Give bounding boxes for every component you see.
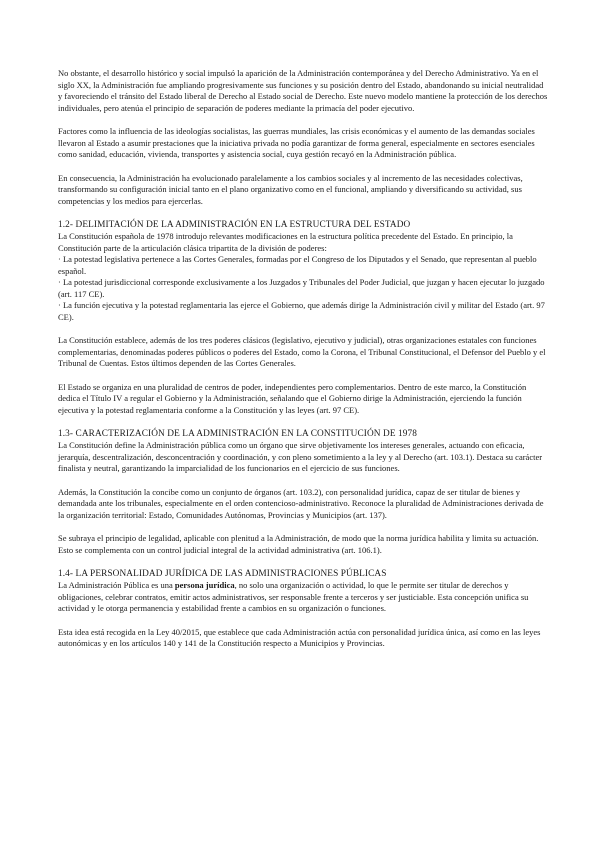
powers-list [58,254,548,323]
intro-paragraph-2: Factores como la influencia de las ideologías socialistas, las guerras mundiales, las crisis económicas y el aumento de las demandas sociales llevaron al Estado a asumir prestaciones que la iniciativa privada no podía garantizar de forma general, especialmente en sectores esenciales como sanidad, educación, vivienda, transportes y asistencia social, cuya gestión recayó en la Administración pública. [58,126,535,159]
paragraph-text: La Administración Pública es una [58,580,175,590]
section-1-3-paragraph-1: La Constitución define la Administración pública como un órgano que sirve objetivamente los intereses generales, actuando con eficacia, jerarquía, descentralización, desconcentración y coordinación, y con pleno sometimiento a la ley y al Derecho (art. 103.1). Destaca su carácter finalista y neutral, garantizando la imparcialidad de los funcionarios en el ejercicio de sus funciones. [58,440,543,473]
intro-paragraph-1: No obstante, el desarrollo histórico y social impulsó la aparición de la Administración contemporánea y del Derecho Administrativo. Ya en el siglo XX, la Administración fue ampliando progresivamente sus funciones y su posición dentro del Estado, abandonando su inicial neutralidad y favoreciendo el tránsito del Estado liberal de Derecho al Estado social de Derecho. Este nuevo modelo mantiene la protección de los derechos individuales, pero atenúa el principio de separación de poderes mediante la primacía del poder ejecutivo. [58,68,548,113]
section-1-3-heading: 1.3- CARACTERIZACIÓN DE LA ADMINISTRACIÓN EN LA CONSTITUCIÓN DE 1978 [58,429,418,439]
intro-paragraph-3: En consecuencia, la Administración ha evolucionado paralelamente a los cambios sociales y al incremento de las necesidades colectivas, transformando su configuración inicial tanto en el plano organizativo como en el funcional, ampliando y diversificando su actividad, sus competencias y los medios para ejercerlas. [58,172,523,206]
section-1-2-heading: 1.2- DELIMITACIÓN DE LA ADMINISTRACIÓN EN LA ESTRUCTURA DEL ESTADO [58,220,411,230]
section-1-3-paragraph-3: Se subraya el principio de legalidad, aplicable con plenitud a la Administración, de modo que la norma jurídica habilita y limita su actuación. Esto se complementa con un control judicial integral de la actividad administrativa (art. 106.1). [58,533,539,555]
section-1-2-paragraph-3: El Estado se organiza en una pluralidad de centros de poder, independientes pero complementarios. Dentro de este marco, la Constitución dedica el Título IV a regular el Gobierno y la Administración, señalando que el Gobierno dirige la Administración, ejerciendo la función ejecutiva y la potestad reglamentaria conforme a la Constitución y las leyes (art. 97 CE). [58,381,527,415]
section-1-4-paragraph-2: Esta idea está recogida en la Ley 40/2015, que establece que cada Administración actúa con personalidad jurídica única, así como en las leyes autonómicas y en los artículos 140 y 141 de la Constitución respecto a Municipios y Provincias. [58,626,541,648]
list-item: · La potestad legislativa pertenece a las Cortes Generales, formadas por el Congreso de los Diputados y el Senado, que representan al pueblo español. [58,254,537,276]
section-1-3-paragraph-2: Además, la Constitución la concibe como un conjunto de órganos (art. 103.2), con personalidad jurídica, capaz de ser titular de bienes y demandada ante los tribunales, especialmente en el orden contencioso-administrativo. Reconoce la pluralidad de Administraciones derivada de la organización territorial: Estado, Comunidades Autónomas, Provincias y Municipios (art. 137). [58,486,544,520]
section-1-2-paragraph-2: La Constitución establece, además de los tres poderes clásicos (legislativo, ejecutivo y judicial), otras organizaciones estatales con funciones complementarias, denominadas poderes públicos o poderes del Estado, como la Corona, el Tribunal Constitucional, el Defensor del Pueblo y el Tribunal de Cuentas. Estos últimos dependen de las Cortes Generales. [58,335,546,368]
section-1-4-heading: 1.4- LA PERSONALIDAD JURÍDICA DE LAS ADMINISTRACIONES PÚBLICAS [58,569,387,579]
section-1-2-lead: La Constitución española de 1978 introdujo relevantes modificaciones en la estructura política precedente del Estado. En principio, la Constitución parte de la articulación clásica tripartita de la división de poderes: [58,231,513,253]
section-1-4-paragraph-1 [58,580,548,615]
paragraph-text: , no solo una organización o actividad, lo que le permite ser titular de derechos y obligaciones, celebrar contratos, emitir actos administrativos, ser responsable frente a terceros y ser justiciable. Esta concepción unifica su actividad y le otorga permanencia y estabilidad frente a cambios en su organización o funciones. [58,580,529,613]
list-item: · La potestad jurisdiccional corresponde exclusivamente a los Juzgados y Tribunales del Poder Judicial, que juzgan y hacen ejecutar lo juzgado (art. 117 CE). [58,277,545,299]
list-item: · La función ejecutiva y la potestad reglamentaria las ejerce el Gobierno, que además dirige la Administración civil y militar del Estado (art. 97 CE). [58,300,545,322]
bold-term: persona jurídica [174,580,235,590]
